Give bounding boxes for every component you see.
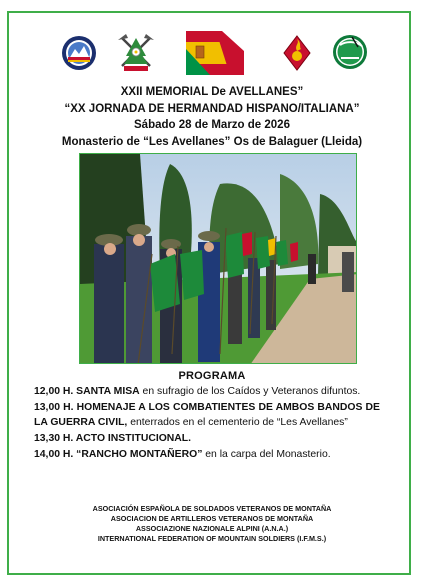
programa-item: 13,30 H. ACTO INSTITUCIONAL. [34, 433, 192, 444]
organization-name: ASOCIACIÓN ESPAÑOLA DE SOLDADOS VETERANOS DE MONTAÑA [92, 504, 332, 513]
event-header [0, 84, 424, 150]
ceremony-photo-icon [80, 154, 357, 364]
mountain-edelweiss-icon [116, 32, 156, 74]
memorial-title: XXII MEMORIAL De AVELLANES” [120, 86, 304, 98]
jornada-title: “XX JORNADA DE HERMANDAD HISPANO/ITALIANA” [64, 102, 360, 115]
spain-italy-flag-icon [186, 31, 244, 75]
programa-list [34, 384, 380, 463]
event-date: Sábado 28 de Marzo de 2026 [134, 119, 290, 131]
organization-name: ASOCIACION DE ARTILLEROS VETERANOS DE MONTAÑA [110, 514, 314, 523]
organizations-list [0, 504, 424, 544]
event-location: Monasterio de “Les Avellanes” Os de Balaguer (Lleida) [61, 135, 363, 148]
programa-item: 13,00 H. HOMENAJE A LOS COMBATIENTES DE AMBOS BANDOS DE LA GUERRA CIVIL, enterrados en el cementerio de “Les Avellanes” [34, 402, 380, 428]
logo-row [0, 31, 424, 77]
programa-item: 12,00 H. SANTA MISA en sufragio de los Caídos y Veteranos difuntos. [34, 386, 361, 397]
programa-item: 14,00 H. “RANCHO MONTAÑERO” en la carpa del Monasterio. [34, 449, 331, 460]
organization-name: INTERNATIONAL FEDERATION OF MOUNTAIN SOLDIERS (I.F.M.S.) [97, 534, 327, 543]
veterans-emblem-icon [61, 35, 97, 71]
alpini-emblem-icon [332, 33, 368, 71]
ceremony-photo [79, 153, 357, 364]
artillery-grenade-icon [282, 35, 312, 71]
organization-name: ASSOCIAZIONE NAZIONALE ALPINI (A.N.A.) [135, 524, 289, 533]
programa-title: PROGRAMA [178, 370, 246, 382]
